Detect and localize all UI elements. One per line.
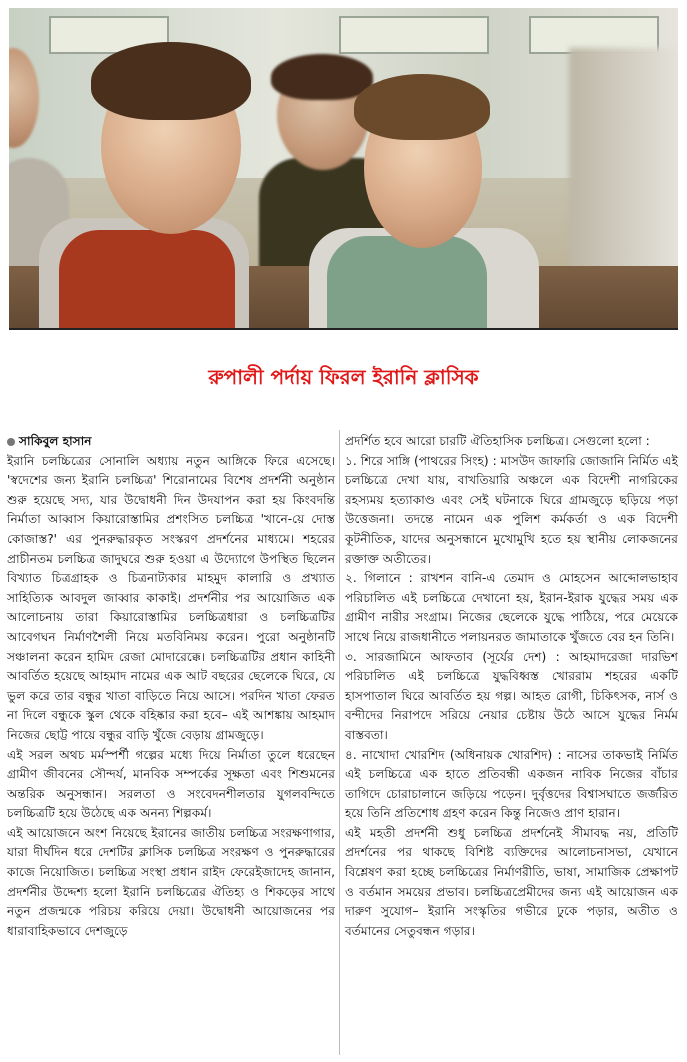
author-name: সাকিবুল হাসান <box>19 434 92 448</box>
byline <box>7 432 335 452</box>
film-item: ১. শিরে সাঙ্গি (পাথরের সিংহ) : মাসউদ জাফারি জোজানি নির্মিত এই চলচ্চিত্রে দেখা যায়, বাখতিয়ারি অঞ্চলে এক বিদেশী নাগরিকের রহস্যময় হত্যাকাণ্ড এবং সেই ঘটনাকে ঘিরে গ্রামজুড়ে ছড়িয়ে পড়া উত্তেজনা। তদন্তে নামেন এক পুলিশ কর্মকর্তা ও এক বিদেশী কূটনীতিক, যাদের অনুসন্ধানে মুখোমুখি হতে হয় স্থানীয় লোকজনের রক্তাক্ত অতীতের। <box>345 453 678 566</box>
left-column <box>7 432 335 941</box>
bullet-icon <box>7 438 15 446</box>
column-divider <box>339 430 340 1055</box>
film-item: ২. গিলানে : রাখশন বানি-এ তেমাদ ও মোহসেন আব্দোলভাহাব পরিচালিত এই চলচ্চিত্রে দেখানো হয়, ইরান-ইরাক যুদ্ধের সময় এক গ্রামীণ নারীর সংগ্রাম। নিজের ছেলেকে যুদ্ধে পাঠিয়ে, পরে মেয়েকে সাথে নিয়ে রাজধানীতে পলায়নরত জামাতাকে খুঁজতে বের হন তিনি। <box>345 571 678 644</box>
paragraph: এই মহতী প্রদর্শনী শুধু চলচ্চিত্র প্রদর্শনেই সীমাবদ্ধ নয়, প্রতিটি প্রদর্শনের পর থাকছে বিশিষ্ট ব্যক্তিদের আলোচনাসভা, যেখানে বিশ্লেষণ করা হচ্ছে চলচ্চিত্রের নির্মাণরীতি, ভাষা, সামাজিক প্রেক্ষাপট ও বর্তমান সময়ের প্রভাব। চলচ্চিত্রপ্রেমীদের জন্য এই আয়োজন এক দারুণ সুযোগ– ইরানি সংস্কৃতির গভীরে ঢুকে পড়ার, অতীত ও বর্তমানের সেতুবন্ধন গড়ার। <box>345 825 678 938</box>
article-photo <box>9 8 678 330</box>
right-column <box>345 432 678 941</box>
paragraph: ইরানি চলচ্চিত্রের সোনালি অধ্যায় নতুন আঙ্গিকে ফিরে এসেছে। 'স্বদেশের জন্য ইরানি চলচ্চিত্র' শিরোনামের বিশেষ প্রদর্শনী অনুষ্ঠান শুরু হয়েছে সদ্য, যার উদ্বোধনী দিন উদযাপন করা হয় কিংবদন্তি নির্মাতা আব্বাস কিয়ারোস্তামির প্রশংসিত চলচ্চিত্র 'খানে-য়ে দোস্ত কোজাস্ত?' এর পুনরুদ্ধারকৃত সংস্করণ প্রদর্শনের মাধ্যমে। শহরের প্রাচীনতম চলচ্চিত্র জাদুঘরে শুরু হওয়া এ উদ্যোগে উপস্থিত ছিলেন বিখ্যাত চিত্রগ্রাহক ও চিত্রনাট্যকার মাহমুদ কালারি ও প্রখ্যাত সাহিত্যিক আবদুল জাব্বার কাকাই। প্রদর্শনীর পর আয়োজিত এক আলোচনায় তারা কিয়ারোস্তামির চলচ্চিত্রধারা ও চলচ্চিত্রটির আবেগঘন নির্মাণশৈলী নিয়ে মতবিনিময় করেন। পুরো অনুষ্ঠানটি সঞ্চালনা করেন হামিদ রেজা মোদারেক্কে। চলচ্চিত্রটির প্রধান কাহিনী আবর্তিত হয়েছে আহমাদ নামের এক আট বছরের ছেলেকে ঘিরে, যে ভুল করে তার বন্ধুর খাতা বাড়িতে নিয়ে আসে। পরদিন খাতা ফেরত না দিলে বন্ধুকে স্কুল থেকে বহিষ্কার করা হবে– এই আশঙ্কায় আহমাদ নিজের ছোট্ট পায়ে বন্ধুর বাড়ি খুঁজে বেড়ায় গ্রামজুড়ে। <box>7 453 335 742</box>
paragraph: প্রদর্শিত হবে আরো চারটি ঐতিহাসিক চলচ্চিত্র। সেগুলো হলো : <box>345 434 650 448</box>
photo-window <box>339 16 489 54</box>
paragraph: এই আয়োজনে অংশ নিয়েছে ইরানের জাতীয় চলচ্চিত্র সংরক্ষণাগার, যারা দীর্ঘদিন ধরে দেশটির ক্লাসিক চলচ্চিত্র সংরক্ষণ ও পুনরুদ্ধারের কাজে নিয়োজিত। চলচ্চিত্র সংস্থা প্রধান রাইদ ফেরেইজাদেহ জানান, প্রদর্শনীর উদ্দেশ্য হলো ইরানি চলচ্চিত্রের ঐতিহ্য ও শিকড়ের সাথে নতুন প্রজন্মকে পরিচয় করিয়ে দেয়া। উদ্বোধনী আয়োজনের পর ধারাবাহিকভাবে দেশজুড়ে <box>7 825 335 938</box>
headline: রুপালী পর্দায় ফিরল ইরানি ক্লাসিক <box>208 365 479 389</box>
paragraph: এই সরল অথচ মর্মস্পর্শী গল্পের মধ্যে দিয়ে নির্মাতা তুলে ধরেছেন গ্রামীণ জীবনের সৌন্দর্য, মানবিক সম্পর্কের সূক্ষতা এবং শিশুমনের অন্তরিক অনুসন্ধান। সরলতা ও সংবেদনশীলতার যুগলবন্দিতে চলচ্চিত্রটি হয়ে উঠেছে এক অনন্য শিল্পকর্ম। <box>7 747 335 821</box>
film-item: ৪. নাখোদা খোরশিদ (অধিনায়ক খোরশিদ) : নাসের তাকভাই নির্মিত এই চলচ্চিত্রে এক হাতে প্রতিবন্ধী একজন নাবিক নিজের বাঁচার তাগিদে চোরাচালানে জড়িয়ে পড়েন। দুর্বৃত্তদের বিশ্বাসঘাতে জর্জরিত হয়ে তিনি প্রতিশোধ গ্রহণ করেন কিন্তু নিজেও প্রাণ হারান। <box>345 747 678 821</box>
film-item: ৩. সারজামিনে আফতাব (সূর্যের দেশ) : আহমাদরেজা দারভিশ পরিচালিত এই চলচ্চিত্রে যুদ্ধবিধ্বস্ত খোররাম শহরের একটি হাসপাতাল ঘিরে আবর্তিত হয় গল্প। আহত রোগী, চিকিৎসক, নার্স ও বন্দীদের নিরাপদে সরিয়ে নেয়ার চেষ্টায় উঠে আসে যুদ্ধের নির্মম বাস্তবতা। <box>345 649 678 742</box>
